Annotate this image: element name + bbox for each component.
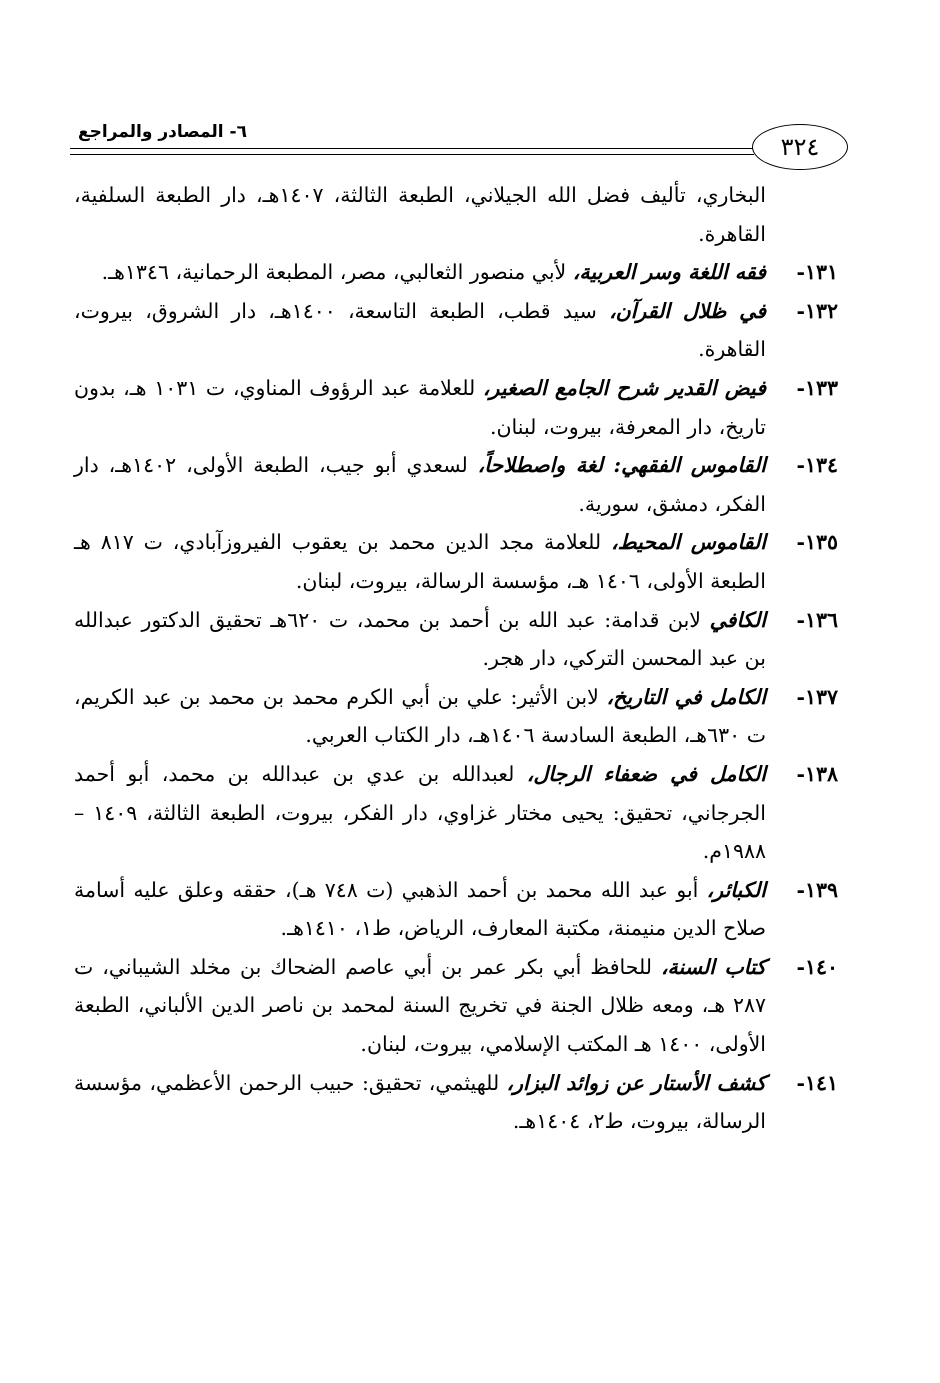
page-header [70,118,848,178]
entry-title: الكامل في ضعفاء الرجال، [526,761,767,786]
header-rule [70,148,754,149]
entry-text: للحافظ أبي بكر عمر بن أبي عاصم الضحاك بن مخلد الشيباني، ت ٢٨٧ هـ، ومعه ظلال الجنة في تخريج السنة لمحمد بن ناصر الدين الألباني، الطبعة الأولى، ١٤٠٠ هـ المكتب الإسلامي، بيروت، لبنان. [74,954,766,1057]
entry-number: ١٣٩- [796,877,838,902]
reference-entry [74,755,838,871]
reference-entry [74,253,838,292]
entry-title: فيض القدير شرح الجامع الصغير، [482,375,767,400]
entry-text: للهيثمي، تحقيق: حبيب الرحمن الأعظمي، مؤسسة الرسالة، بيروت، ط٢، ١٤٠٤هـ. [74,1070,766,1134]
reference-entry [74,871,838,948]
entry-title: كتاب السنة، [660,954,766,979]
entry-title: الكبائر، [706,877,766,902]
reference-entry [74,601,838,678]
entry-title: كشف الأستار عن زوائد البزار، [506,1070,766,1095]
references-list [74,176,838,1141]
entry-title: القاموس الفقهي: لغة واصطلاحاً، [477,453,766,478]
running-title: ٦- المصادر والمراجع [78,122,247,142]
reference-entry [74,176,838,253]
entry-number: ١٣٢- [796,298,838,323]
reference-entry [74,446,838,523]
reference-entry [74,948,838,1064]
entry-number: ١٣٦- [796,607,838,632]
reference-entry [74,1064,838,1141]
entry-title: في ظلال القرآن، [609,298,766,323]
entry-text: لابن الأثير: علي بن أبي الكرم محمد بن محمد بن عبد الكريم، ت ٦٣٠هـ، الطبعة السادسة ١٤٠٦هـ، دار الكتاب العربي. [74,684,766,748]
entry-text: البخاري، تأليف فضل الله الجيلاني، الطبعة الثالثة، ١٤٠٧هـ، دار الطبعة السلفية، القاهرة. [74,183,766,246]
entry-text: لابن قدامة: عبد الله بن أحمد بن محمد، ت ٦٢٠هـ تحقيق الدكتور عبدالله بن عبد المحسن التركي، دار هجر. [74,607,766,671]
entry-text: للعلامة عبد الرؤوف المناوي، ت ١٠٣١ هـ، بدون تاريخ، دار المعرفة، بيروت، لبنان. [74,375,766,439]
entry-text: سيد قطب، الطبعة التاسعة، ١٤٠٠هـ، دار الشروق، بيروت، القاهرة. [74,298,766,362]
page-number: ٣٢٤ [752,124,848,170]
entry-text: لأبي منصور الثعالبي، مصر، المطبعة الرحمانية، ١٣٤٦هـ. [101,260,573,285]
entry-text: للعلامة مجد الدين محمد بن يعقوب الفيروزآبادي، ت ٨١٧ هـ الطبعة الأولى، ١٤٠٦ هـ، مؤسسة الرسالة، بيروت، لبنان. [74,530,766,593]
entry-text: أبو عبد الله محمد بن أحمد الذهبي (ت ٧٤٨ هـ)، حققه وعلق عليه أسامة صلاح الدين منيمنة، مكتبة المعارف، الرياض، ط١، ١٤١٠هـ. [74,877,766,941]
entry-title: فقه اللغة وسر العربية، [572,260,766,285]
entry-number: ١٣٣- [796,375,838,400]
reference-entry [74,678,838,755]
entry-title: الكافي [709,607,766,632]
entry-number: ١٣٨- [796,761,838,786]
header-rule [70,154,754,155]
entry-title: الكامل في التاريخ، [606,684,766,709]
entry-number: ١٣٥- [796,530,838,555]
entry-number: ١٣٧- [796,684,838,709]
entry-title: القاموس المحيط، [611,530,766,555]
entry-number: ١٤١- [796,1070,838,1095]
entry-text: لعبدالله بن عدي بن عبدالله بن محمد، أبو أحمد الجرجاني، تحقيق: يحيى مختار غزاوي، دار الفكر، بيروت، الطبعة الثالثة، ١٤٠٩ – ١٩٨٨م. [74,761,766,864]
entry-number: ١٤٠- [796,954,838,979]
entry-number: ١٣١- [796,260,838,285]
reference-entry [74,369,838,446]
entry-text: لسعدي أبو جيب، الطبعة الأولى، ١٤٠٢هـ، دار الفكر، دمشق، سورية. [74,453,766,516]
reference-entry [74,292,838,369]
entry-number: ١٣٤- [796,453,838,478]
reference-entry [74,523,838,600]
